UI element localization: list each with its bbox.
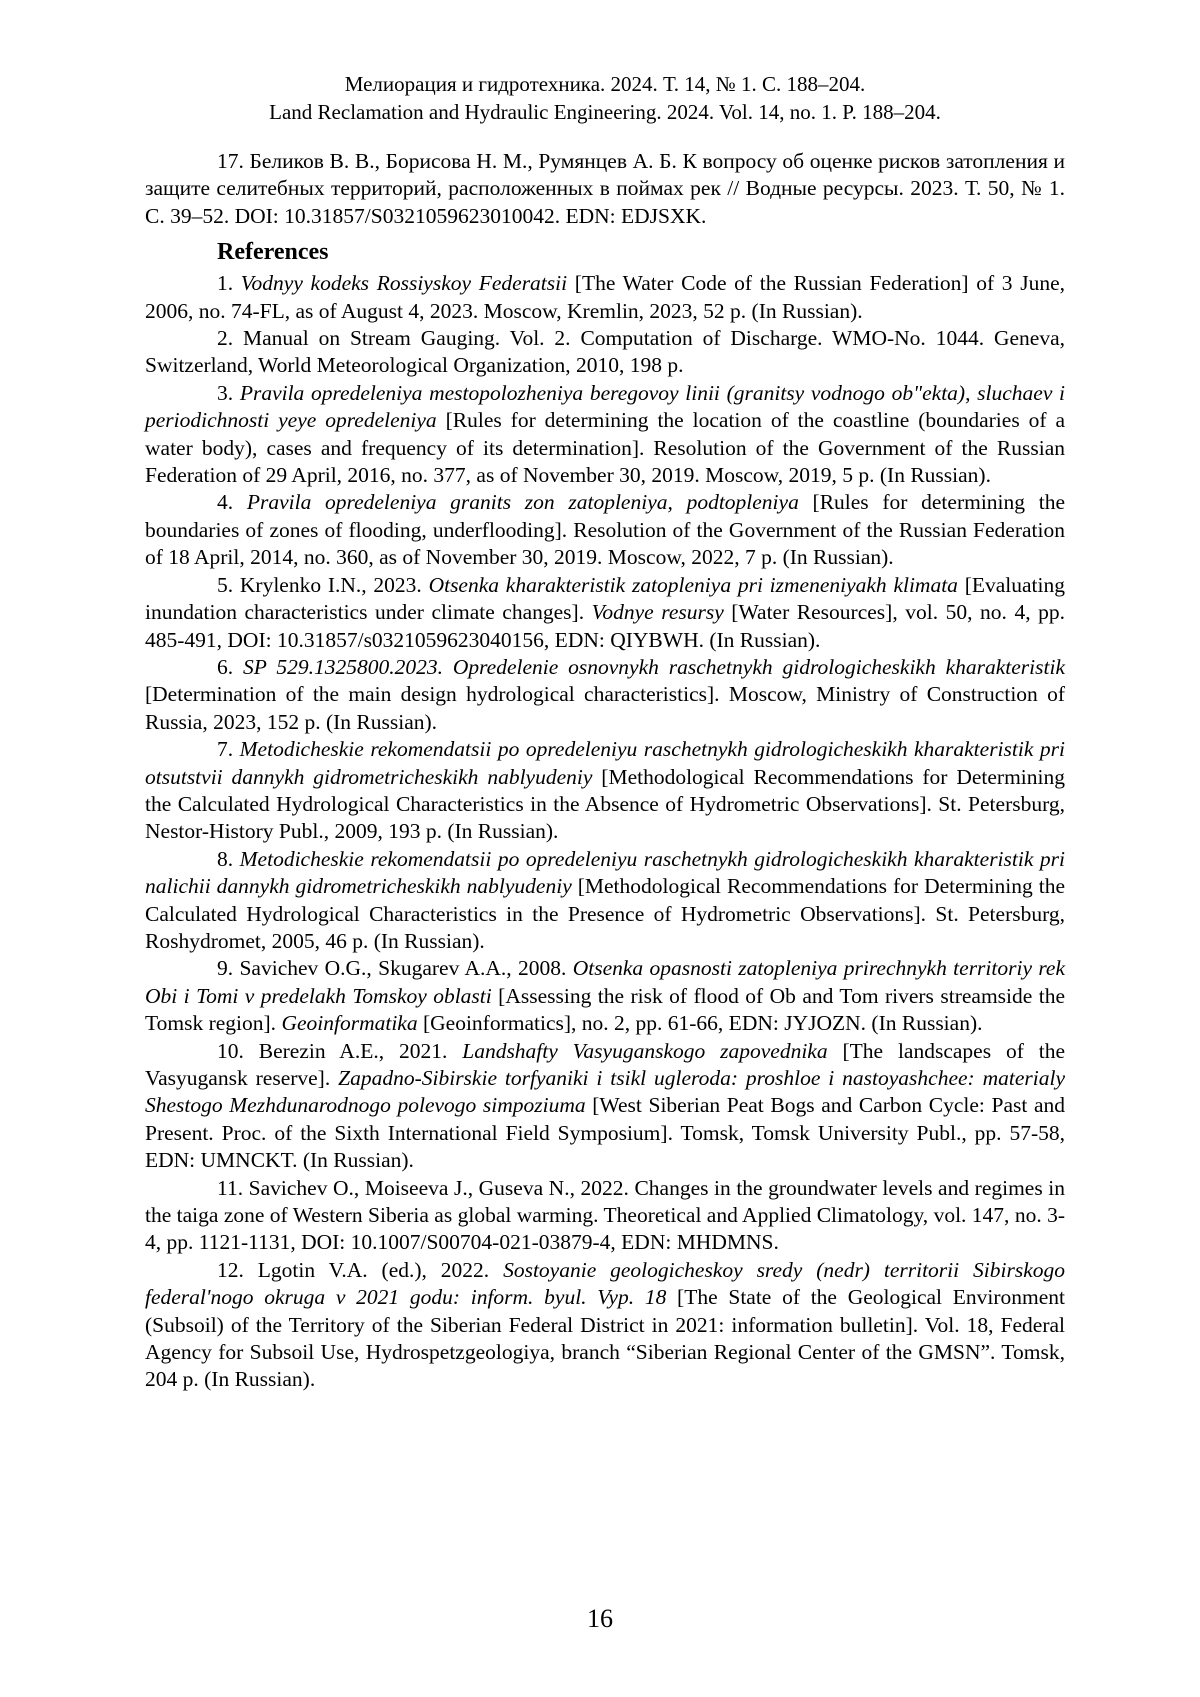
reference-list [145,270,1065,1394]
reference-item [145,325,1065,380]
reference-number: 8. [217,846,234,871]
reference-italic-title: Metodicheskie rekomendatsii po opredeleniyu raschetnykh gidrologicheskikh kharakteristik pri otsutstvii dannykh gidrometricheskikh nablyudeniy [145,737,1065,789]
reference-text: [The State of the Geological Environment (Subsoil) of the Territory of the Siberian Federal District in 2021: information bulletin]. Vol. 18, Federal Agency for Subsoil Use, Hydrospetzgeologiya, branch “Siberian Regional Center of the GMSN”. Tomsk, 204 p. (In Russian). [145,1285,1065,1392]
reference-item [145,1257,1065,1394]
reference-italic-title: Zapadno-Sibirskie torfyaniki i tsikl ugleroda: proshloe i nastoyashchee: materialy Shestogo Mezhdunarodnogo polevogo simpoziuma [145,1066,1065,1118]
reference-item [145,654,1065,736]
reference-item [145,1038,1065,1175]
running-header [145,70,1065,126]
reference-italic-title: Pravila opredeleniya mestopolozheniya beregovoy linii (granitsy vodnogo ob"ekta), sluchaev i periodichnosti yeye opredeleniya [145,380,1066,433]
reference-italic-title: Vodnye resursy [591,600,724,625]
section-title: References [217,239,329,266]
reference-number: 9. [217,956,234,981]
reference-number: 5. [217,572,234,597]
reference-italic-title: SP 529.1325800.2023. Opredelenie osnovnykh raschetnykh gidrologicheskikh kharakteristik [242,654,1065,679]
reference-number: 3. [217,380,234,405]
reference-text: Krylenko I.N., 2023. [239,572,429,597]
reference-text: [Rules for determining the boundaries of zones of flooding, underflooding]. Resolution of the Government of the Russian Federation of 18 April, 2014, no. 360, as of November 30, 2019. Moscow, 2022, 7 p. (In Russian). [145,490,1065,570]
reference-item [145,489,1065,571]
reference-item [145,1175,1065,1257]
document-page [145,70,1065,1394]
reference-number: 2. [217,326,234,351]
reference-number: 6. [217,654,234,679]
reference-text: [West Siberian Peat Bogs and Carbon Cycle: Past and Present. Proc. of the Sixth International Field Symposium]. Tomsk, Tomsk University Publ., pp. 57-58, EDN: UMNCKT. (In Russian). [145,1093,1065,1173]
reference-text: [Geoinformatics], no. 2, pp. 61-66, EDN: JYJOZN. (In Russian). [417,1011,983,1036]
reference-text: [Water Resources], vol. 50, no. 4, pp. 485-491, DOI: 10.31857/s0321059623040156, EDN: QIYBWH. (In Russian). [145,600,1065,652]
reference-italic-title: Geoinformatika [281,1011,418,1036]
reference-number: 11. [217,1175,244,1200]
reference-text: Savichev O.G., Skugarev A.A., 2008. [239,956,573,981]
reference-text: [Assessing the risk of flood of Ob and Tom rivers streamside the Tomsk region]. [145,983,1065,1036]
reference-text: [Rules for determining the location of the coastline (boundaries of a water body), cases and frequency of its determination]. Resolution of the Government of the Russian Federation of 29 April, 2016, no. 377, as of November 30, 2019. Moscow, 2019, 5 p. (In Russian). [145,408,1065,488]
reference-text: [The landscapes of the Vasyugansk reserve]. [145,1038,1066,1090]
reference-number: 7. [217,737,234,762]
reference-number: 1. [217,271,234,296]
reference-item [145,846,1065,956]
reference-italic-title: Landshafty Vasyuganskogo zapovednika [462,1038,828,1063]
reference-text: Lgotin V.A. (ed.), 2022. [257,1257,504,1282]
reference-number: 10. [217,1038,244,1063]
reference-text: Berezin A.E., 2021. [258,1038,463,1063]
reference-item [145,572,1065,654]
page-number: 16 [587,1604,613,1633]
reference-italic-title: Metodicheskie rekomendatsii po opredeleniyu raschetnykh gidrologicheskikh kharakteristik pri nalichii dannykh gidrometricheskikh nablyudeniy [145,846,1065,899]
reference-text: [Methodological Recommendations for Determining the Calculated Hydrological Characteristics in the Absence of Hydrometric Observations]. St. Petersburg, Nestor-History Publ., 2009, 193 p. (In Russian). [145,764,1065,844]
reference-item [145,270,1065,325]
reference-item: 17. Беликов В. В., Борисова Н. М., Румянцев А. Б. К вопросу об оценке рисков затопления и защите селитебных территорий, расположенных в поймах рек // Водные ресурсы. 2023. Т. 50, № 1. С. 39–52. DOI: 10.31857/S0321059623010042. EDN: EDJSXK. [145,149,1065,228]
previous-reference-list [145,148,1065,230]
reference-italic-title: Otsenka kharakteristik zatopleniya pri izmeneniyakh klimata [428,572,958,597]
reference-item [145,380,1065,490]
reference-text: [Methodological Recommendations for Determining the Calculated Hydrological Characteristics in the Presence of Hydrometric Observations]. St. Petersburg, Roshydromet, 2005, 46 p. (In Russian). [145,874,1065,953]
reference-text: [Evaluating inundation characteristics under climate changes]. [145,572,1065,625]
reference-item [145,955,1065,1037]
reference-italic-title: Otsenka opasnosti zatopleniya prirechnykh territoriy rek Obi i Tomi v predelakh Tomskoy oblasti [145,956,1066,1008]
reference-text: [Determination of the main design hydrological characteristics]. Moscow, Ministry of Construction of Russia, 2023, 152 p. (In Russian). [145,682,1065,734]
reference-text: [The Water Code of the Russian Federation] of 3 June, 2006, no. 74-FL, as of August 4, 2023. Moscow, Kremlin, 2023, 52 p. (In Russian). [145,271,1065,323]
reference-text: Savichev O., Moiseeva J., Guseva N., 2022. Changes in the groundwater levels and regimes in the taiga zone of Western Siberia as global warming. Theoretical and Applied Climatology, vol. 147, no. 3-4, pp. 1121-1131, DOI: 10.1007/S00704-021-03879-4, EDN: MHDMNS. [145,1175,1065,1255]
reference-item [145,736,1065,846]
reference-text: Manual on Stream Gauging. Vol. 2. Computation of Discharge. WMO-No. 1044. Geneva, Switzerland, World Meteorological Organization, 2010, 198 p. [145,326,1065,378]
header-line-ru: Мелиорация и гидротехника. 2024. Т. 14, № 1. С. 188–204. [344,72,866,96]
reference-italic-title: Pravila opredeleniya granits zon zatopleniya, podtopleniya [246,490,799,515]
reference-italic-title: Vodnyy kodeks Rossiyskoy Federatsii [240,271,568,296]
reference-number: 12. [217,1257,244,1282]
reference-italic-title: Sostoyanie geologicheskoy sredy (nedr) territorii Sibirskogo federal'nogo okruga v 2021 godu: inform. byul. Vyp. 18 [145,1257,1065,1310]
reference-number: 4. [217,490,234,515]
header-line-en: Land Reclamation and Hydraulic Engineering. 2024. Vol. 14, no. 1. P. 188–204. [269,100,941,124]
